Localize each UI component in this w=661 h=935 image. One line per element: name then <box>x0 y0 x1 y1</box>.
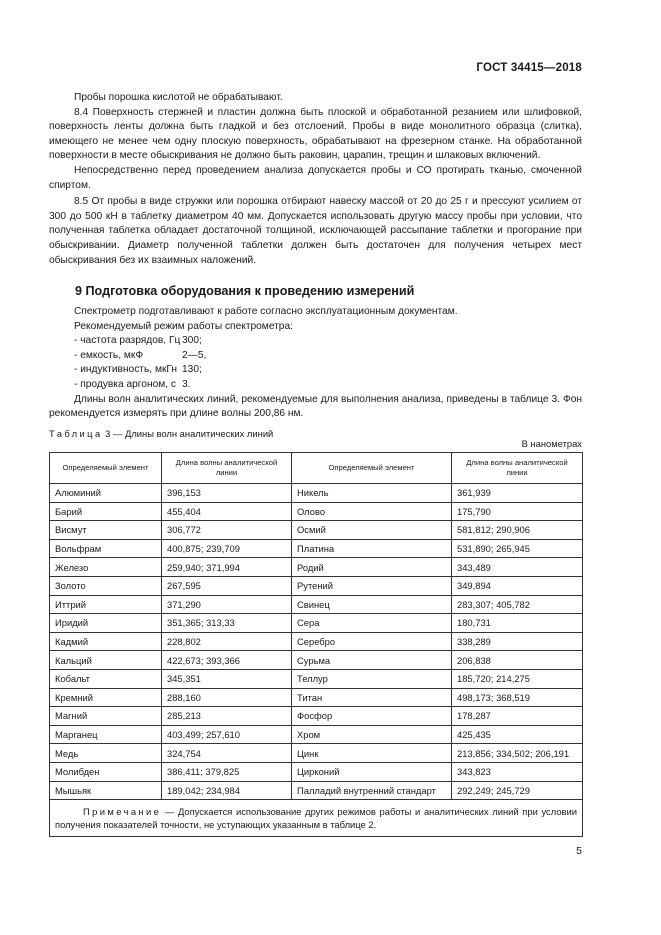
setting-name: - продувка аргоном, с <box>74 378 177 390</box>
wavelength-cell: 206,838 <box>452 651 583 670</box>
wavelength-cell: 292,249; 245,729 <box>452 781 583 800</box>
wavelength-cell: 403,499; 257,610 <box>162 725 292 744</box>
element-cell: Кадмий <box>50 632 162 651</box>
element-cell: Кобальт <box>50 669 162 688</box>
element-cell: Медь <box>50 744 162 763</box>
wavelength-cell: 343,823 <box>452 762 583 781</box>
table-row <box>50 725 583 744</box>
element-cell: Осмий <box>292 521 452 540</box>
element-cell: Барий <box>50 502 162 521</box>
element-cell: Олово <box>292 502 452 521</box>
wavelength-cell: 581,812; 290,906 <box>452 521 583 540</box>
wavelength-cell: 343,489 <box>452 558 583 577</box>
table-row <box>50 502 583 521</box>
element-cell: Мышьяк <box>50 781 162 800</box>
wavelength-cell: 213,856; 334,502; 206,191 <box>452 744 583 763</box>
caption-rest: 3 — Длины волн аналитических линий <box>102 428 274 439</box>
element-cell: Рутений <box>292 576 452 595</box>
element-cell: Железо <box>50 558 162 577</box>
element-cell: Свинец <box>292 595 452 614</box>
element-cell: Вольфрам <box>50 539 162 558</box>
table-row <box>50 744 583 763</box>
wavelength-cell: 361,939 <box>452 484 583 503</box>
table-row <box>50 688 583 707</box>
wavelength-cell: 396,153 <box>162 484 292 503</box>
setting-name: - индуктивность, мкГн <box>74 364 177 376</box>
paragraph: Спектрометр подготавливают к работе согласно эксплуатационным документам. <box>74 306 458 317</box>
setting-value: 130; <box>182 364 202 376</box>
wavelength-cell: 338,289 <box>452 632 583 651</box>
setting-value: 2—5, <box>182 349 207 361</box>
element-cell: Кремний <box>50 688 162 707</box>
table-row <box>50 669 583 688</box>
table-units: В нанометрах <box>521 438 582 449</box>
wavelength-cell: 386,411; 379,825 <box>162 762 292 781</box>
paragraph: Рекомендуемый режим работы спектрометра: <box>74 320 293 332</box>
paragraph: Длины волн аналитических линий, рекомендуемые для выполнения анализа, приведены в таблице 3. Фон рекомендуется измерять при длине волны 200,86 нм. <box>49 393 582 420</box>
element-cell: Теллур <box>292 669 452 688</box>
paragraph: 8.5 От пробы в виде стружки или порошка отбирают навеску массой от 20 до 25 г и прессуют усилием от 300 до 500 кН в таблетку диаметром 40 мм. Допускается использовать другую массу пробы при условии, что полученная таблетка обладает достаточной толщиной, исключающей рассыпание таблетки и прогорание при обыскривании. Диаметр полученной таблетки должен быть достаточен для получения четырех мест обыскривания без их взаимных наложений. <box>49 196 582 266</box>
wavelength-cell: 283,307; 405,782 <box>452 595 583 614</box>
wavelength-cell: 425,435 <box>452 725 583 744</box>
page-number: 5 <box>576 845 582 857</box>
element-cell: Родий <box>292 558 452 577</box>
table-note-row <box>50 800 583 837</box>
wavelength-cell: 178,287 <box>452 707 583 726</box>
setting-row <box>74 334 582 349</box>
element-cell: Палладий внутренний стандарт <box>292 781 452 800</box>
wavelength-cell: 345,351 <box>162 669 292 688</box>
wavelength-cell: 189,042; 234,984 <box>162 781 292 800</box>
section-9-text <box>49 305 582 422</box>
wavelength-cell: 285,213 <box>162 707 292 726</box>
element-cell: Цирконий <box>292 762 452 781</box>
setting-row <box>74 378 582 393</box>
element-cell: Хром <box>292 725 452 744</box>
wavelength-cell: 324,754 <box>162 744 292 763</box>
setting-name: - емкость, мкФ <box>74 349 144 361</box>
column-header: Длина волны аналитической линии <box>452 453 583 484</box>
table-row <box>50 539 583 558</box>
paragraph: Пробы порошка кислотой не обрабатывают. <box>74 92 283 103</box>
table-row <box>50 521 583 540</box>
wavelength-cell: 185,720; 214,275 <box>452 669 583 688</box>
table-header-row <box>50 453 583 484</box>
wavelength-cell: 351,365; 313,33 <box>162 614 292 633</box>
table-row <box>50 576 583 595</box>
wavelength-cell: 288,160 <box>162 688 292 707</box>
wavelength-cell: 455,404 <box>162 502 292 521</box>
element-cell: Магний <box>50 707 162 726</box>
table-row <box>50 484 583 503</box>
document-code: ГОСТ 34415—2018 <box>476 62 582 74</box>
element-cell: Молибден <box>50 762 162 781</box>
table-row <box>50 595 583 614</box>
paragraph: 8.4 Поверхность стержней и пластин должна быть плоской и обработанной резанием или шлифовкой, поверхность ленты должна быть гладкой и без отслоений. Пробы в виде монолитного образца (слитка), имеющего не менее чем одну плоскую поверхность, обрабатывают на фрезерном станке. На обработанной поверхности в месте обыскривания не должно быть раковин, царапин, трещин и шлаковых включений. <box>49 106 582 162</box>
table-note <box>50 800 583 837</box>
element-cell: Золото <box>50 576 162 595</box>
wavelength-cell: 400,875; 239,709 <box>162 539 292 558</box>
element-cell: Иридий <box>50 614 162 633</box>
note-text: — Допускается использование других режимов работы и аналитических линий при условии получения показателей точности, не уступающих указанным в таблице 2. <box>55 806 577 831</box>
element-cell: Иттрий <box>50 595 162 614</box>
wavelength-cell: 531,890; 265,945 <box>452 539 583 558</box>
element-cell: Платина <box>292 539 452 558</box>
table-caption <box>49 428 273 439</box>
element-cell: Никель <box>292 484 452 503</box>
setting-row <box>74 363 582 378</box>
table-row <box>50 781 583 800</box>
table-row <box>50 614 583 633</box>
wavelength-cell: 422,673; 393,366 <box>162 651 292 670</box>
column-header: Длина волны аналитической линии <box>162 453 292 484</box>
caption-prefix: Таблица <box>49 428 103 439</box>
wavelength-cell: 306,772 <box>162 521 292 540</box>
setting-row <box>74 349 582 364</box>
wavelength-cell: 267,595 <box>162 576 292 595</box>
column-header: Определяемый элемент <box>292 453 452 484</box>
element-cell: Марганец <box>50 725 162 744</box>
setting-name: - частота разрядов, Гц <box>74 335 181 347</box>
paragraph: Непосредственно перед проведением анализа допускается пробы и СО протирать тканью, смоченной спиртом. <box>49 164 582 191</box>
table-body <box>50 484 583 800</box>
table-row <box>50 707 583 726</box>
table-row <box>50 762 583 781</box>
element-cell: Титан <box>292 688 452 707</box>
wavelength-cell: 371,290 <box>162 595 292 614</box>
setting-value: 300; <box>182 335 202 347</box>
wavelength-cell: 175,790 <box>452 502 583 521</box>
element-cell: Цинк <box>292 744 452 763</box>
column-header: Определяемый элемент <box>50 453 162 484</box>
element-cell: Кальций <box>50 651 162 670</box>
wavelength-cell: 349,894 <box>452 576 583 595</box>
table-row <box>50 558 583 577</box>
element-cell: Висмут <box>50 521 162 540</box>
wavelength-cell: 259,940; 371,994 <box>162 558 292 577</box>
setting-value: 3. <box>182 378 191 390</box>
settings-list <box>49 334 582 392</box>
note-label: Примечание <box>83 806 162 818</box>
table-row <box>50 632 583 651</box>
section-8-text <box>49 91 582 268</box>
wavelength-cell: 180,731 <box>452 614 583 633</box>
wavelength-cell: 498,173; 368,519 <box>452 688 583 707</box>
element-cell: Алюминий <box>50 484 162 503</box>
table-row <box>50 651 583 670</box>
wavelength-table <box>49 452 583 837</box>
section-title: 9 Подготовка оборудования к проведению измерений <box>75 284 415 298</box>
element-cell: Серебро <box>292 632 452 651</box>
element-cell: Фосфор <box>292 707 452 726</box>
element-cell: Сера <box>292 614 452 633</box>
wavelength-cell: 228,802 <box>162 632 292 651</box>
element-cell: Сурьма <box>292 651 452 670</box>
